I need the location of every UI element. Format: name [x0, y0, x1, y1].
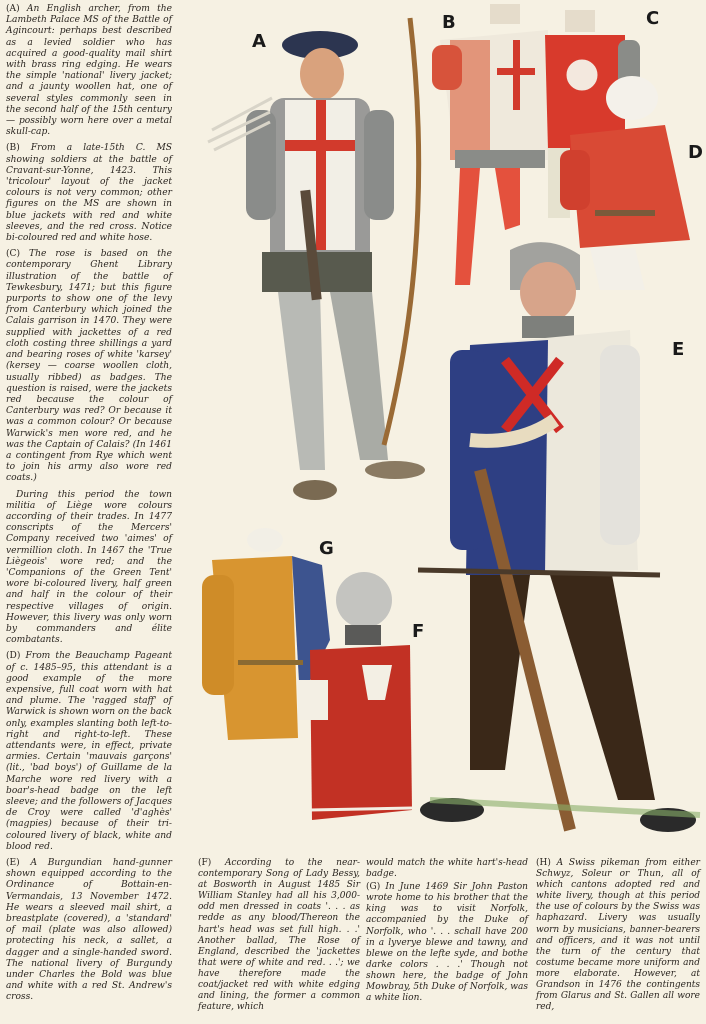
- bottom-caption-column-2: [366, 858, 528, 1006]
- caption-g: [366, 882, 528, 1004]
- figure-label-a: A: [252, 31, 266, 52]
- caption-c: [6, 249, 172, 484]
- caption-tag: (G): [366, 882, 381, 893]
- figure-label-f: F: [412, 621, 425, 642]
- caption-text: In June 1469 Sir John Paston wrote home to his brother that the king was to visit Norfolk, accompanied by the Duke of Norfolk, who '. . . schall have 200 in a lyverye blewe and tawny, and blewe on the lefte syde, and bothe darke colors . . .' Though not shown here, the badge of John Mowbray, 5th Duke of Norfolk, was a white lion.: [366, 882, 528, 1004]
- caption-f-continued: [366, 858, 528, 880]
- caption-d: [6, 651, 172, 853]
- caption-text: From the Beauchamp Pageant of c. 1485–95, this attendant is a good example of the more expensive, full coat worn with hat and plume. The 'ragged staff' of Warwick is shown worn on the back only, examples slanting both left-to-right and right-to-left. These attendants were, in effect, private armies. Certain 'mauvais garçons' (lit., 'bad boys') of Guillame de la Marche wore red livery with a boar's-head badge on the left sleeve; and the followers of Jacques de Croy were called 'd'aghès' (magpies) because of their tri-coloured livery of black, white and blood red.: [6, 651, 172, 852]
- caption-a: [6, 4, 172, 138]
- caption-text: According to the near-contemporary Song of Lady Bessy, at Bosworth in August 1485 Sir William Stanley had all his 3,000-odd men dressed in coats '. . . as redde as any blood/Thereon the hart's head was set full high. . .' Another ballad, The Rose of England, described the 'jackettes that were of white and red. . .'; we have therefore made the coat/jacket red with white edging and lining, the former a common feature, which: [198, 858, 360, 1013]
- caption-text: The rose is based on the contemporary Ghent Library illustration of the battle of Tewkesbury, 1471; but this figure purports to show one of the levy from Canterbury which joined the Calais garrison in 1470. They were supplied with jackettes of a red cloth costing three shillings a yard and bearing roses of white 'karsey' (kersey — coarse woollen cloth, usually ribbed) as badges. The question is raised, were the jackets red because the colour of Canterbury was red? Or because it was a common colour? Or because Warwick's men wore red, and he was the Captain of Calais? (In 1461 a contingent from Rye which went to join his army also wore red coats.): [6, 249, 172, 484]
- figure-label-c: C: [646, 8, 660, 29]
- caption-tag: (H): [536, 858, 551, 868]
- caption-b: [6, 143, 172, 244]
- caption-text: During this period the town militia of Liège wore colours according of their trades. In 1477 conscripts of the Mercers' Company received two 'aimes' of vermillion cloth. In 1467 the 'True Liègeois' wore red; and the 'Companions of the Green Tent' wore bi-coloured livery, half green and half in the colour of their respective villages of origin. However, this livery was only worn by commanders and élite combatants.: [6, 489, 172, 646]
- caption-h: [536, 858, 700, 1013]
- bottom-caption-column-1: [198, 858, 360, 1015]
- figure-b-soldier: [432, 4, 548, 285]
- caption-tag: (D): [6, 651, 21, 662]
- caption-text: A Burgundian hand-gunner shown equipped according to the Ordinance of Bottain-en-Vermandais, 13 November 1472. He wears a sleeved mail shirt, a breastplate (covered), a 'standard' of mail (plate was also allowed) protecting his neck, a sallet, a dagger and a single-handed sword. The national livery of Burgundy under Charles the Bold was blue and white with a red St. Andrew's cross.: [6, 858, 172, 1003]
- caption-tag: (B): [6, 143, 20, 154]
- caption-tag: (A): [6, 4, 20, 14]
- caption-tag: (C): [6, 249, 21, 260]
- bottom-caption-column-3: [536, 858, 700, 1015]
- figure-label-d: D: [688, 142, 703, 163]
- caption-tag: (E): [6, 858, 20, 869]
- caption-liege: [6, 490, 172, 647]
- left-caption-column: [6, 4, 172, 1009]
- caption-text: From a late-15th C. MS showing soldiers at the battle of Cravant-sur-Yonne, 1423. This 'tricolour' layout of the jacket colours is not very common; other figures on the MS are shown in blue jackets with red and white sleeves, and the red cross. Notice bi-coloured red and white hose.: [6, 143, 172, 244]
- caption-tag: (F): [198, 858, 212, 868]
- caption-f: [198, 858, 360, 1013]
- caption-text: A Swiss pikeman from either Schwyz, Soleur or Thun, all of which cantons adopted red and white livery, though at this period the use of colours by the Swiss was haphazard. Livery was usually worn by musicians, banner-bearers and officers, and it was not until the turn of the century that costume became more uniform and more elaborate. However, at Grandson in 1476 the contingents from Glarus and St. Gallen all wore red,: [536, 858, 700, 1013]
- figure-a-archer: [208, 18, 425, 500]
- figure-label-g: G: [319, 538, 334, 559]
- caption-text: An English archer, from the Lambeth Palace MS of the Battle of Agincourt: perhaps best described as a levied soldier who has acquired a good-quality mail shirt with brass ring edging. He wears the simple 'national' livery jacket; and a jaunty woollen hat, one of several styles commonly seen in the second half of the 15th century — possibly worn here over a metal skull-cap.: [6, 4, 172, 138]
- figure-label-e: E: [672, 339, 685, 360]
- figure-label-b: B: [442, 12, 456, 33]
- figure-e-handgunner: [418, 242, 700, 832]
- caption-text: would match the white hart's-head badge.: [366, 858, 528, 880]
- caption-e: [6, 858, 172, 1004]
